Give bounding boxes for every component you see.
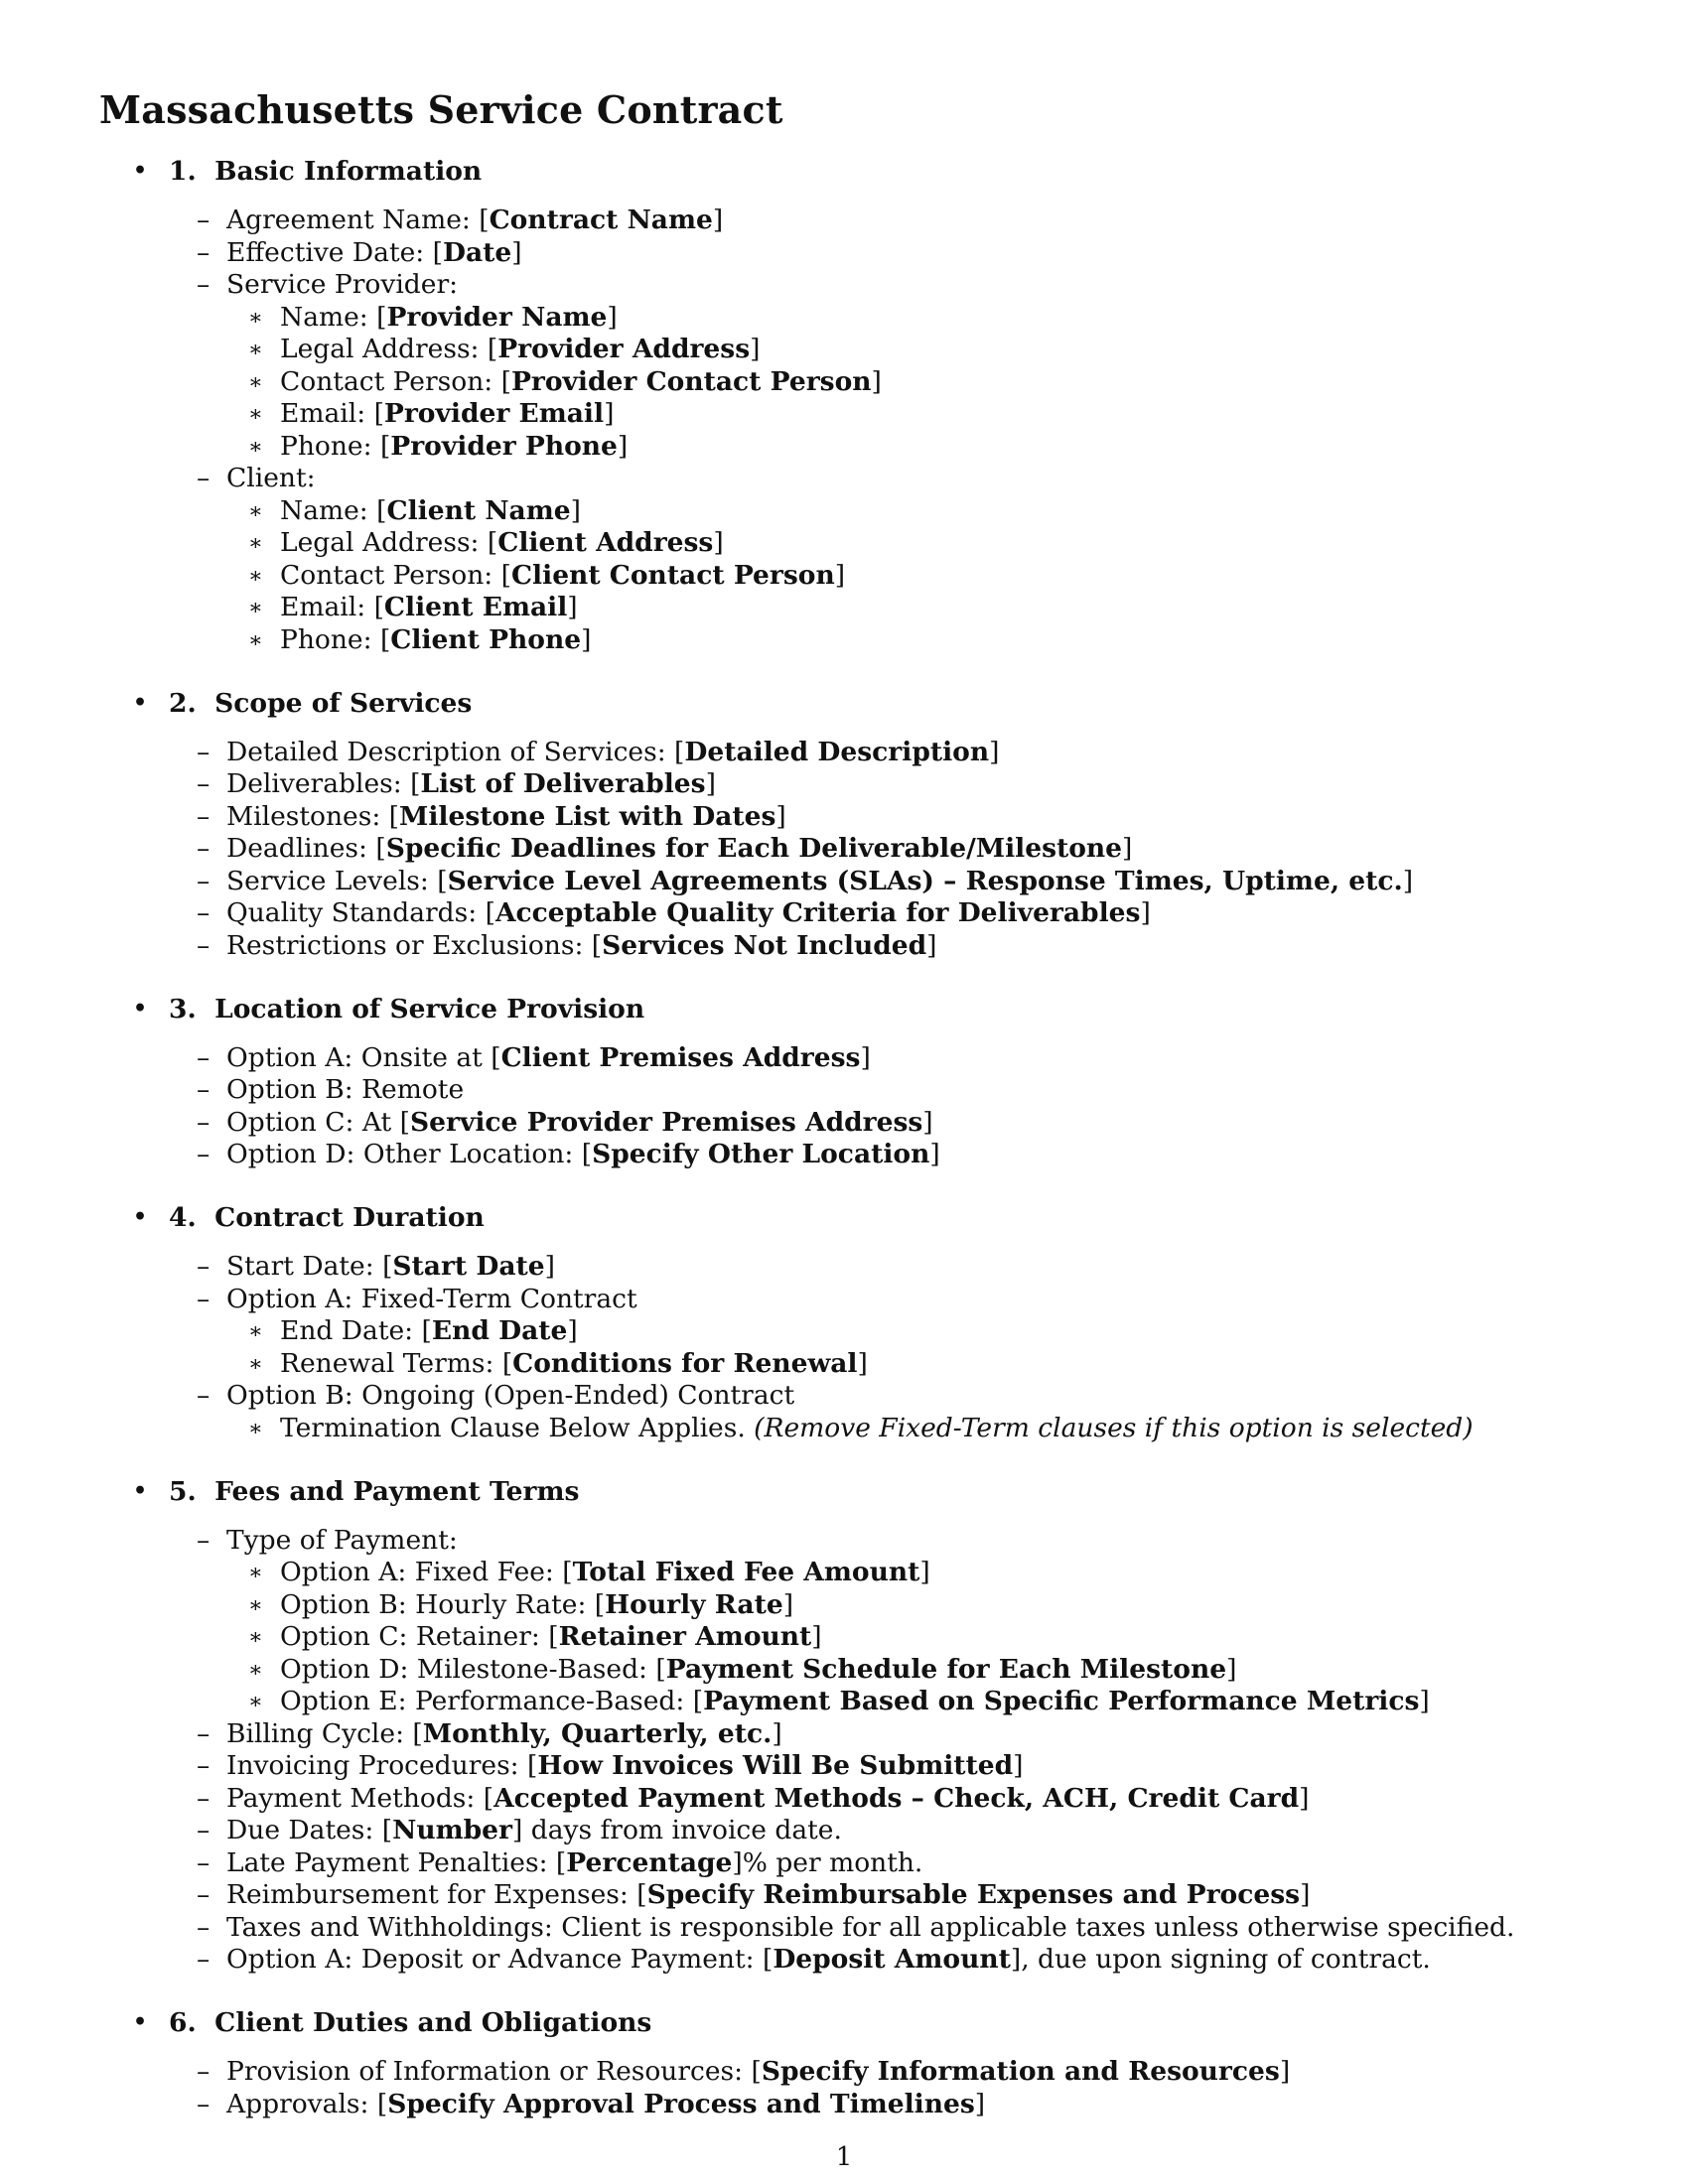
note-text: (Remove Fixed-Term clauses if this option is selected) [754,1412,1474,1443]
list-item-text [280,430,629,462]
placeholder-field: Deposit Amount [773,1944,1011,1975]
list-item-text [226,1782,1310,1814]
placeholder-field: Date [442,236,512,268]
label-text: Email: [ [280,398,384,429]
label-text: ] [989,736,1000,767]
page-number: 1 [835,2142,853,2172]
label-text: Option C: Retainer: [ [280,1621,559,1652]
placeholder-field: Milestone List with Dates [399,800,776,832]
label-text: Deliverables: [ [226,768,421,799]
label-text: ] [775,800,786,832]
label-text: Invoicing Procedures: [ [226,1750,538,1781]
placeholder-field: Client Email [383,592,568,622]
list-item-text [226,1879,1311,1910]
section-number: 6. [169,2007,197,2038]
label-text: ] [860,1041,871,1073]
bullet-icon: • [133,2009,148,2035]
list-item-text [280,559,846,591]
label-text: ] [705,768,716,799]
placeholder-field: Specify Approval Process and Timelines [387,2088,975,2119]
asterisk-icon: ∗ [248,369,263,395]
label-text: Service Provider: [226,269,459,300]
asterisk-icon: ∗ [248,531,263,556]
label-text: ] [617,430,629,462]
list-item-text [226,1815,842,1845]
label-text: ] [1419,1686,1430,1716]
list-item-text [280,365,882,397]
dash-icon: – [197,1106,211,1138]
section-number: 1. [169,156,197,187]
label-text: ] [1140,897,1151,928]
placeholder-field: Client Address [497,527,714,558]
label-text: ] [929,1139,940,1169]
label-text: ] [544,1251,555,1282]
list-item-text [226,1139,940,1169]
label-text: ] [511,236,522,268]
placeholder-field: Specify Information and Resources [761,2056,1280,2087]
label-text: Termination Clause Below Applies. [280,1412,755,1443]
placeholder-field: Services Not Included [602,929,927,961]
label-text: Option A: Onsite at [ [226,1041,501,1073]
section-number: 5. [169,1475,197,1507]
placeholder-field: Provider Email [383,398,605,429]
label-text: Option B: Ongoing (Open-Ended) Contract [226,1380,795,1411]
placeholder-field: Client Name [386,494,571,526]
list-item-text [280,527,724,558]
placeholder-field: Payment Schedule for Each Milestone [665,1653,1227,1685]
dash-icon: – [197,1074,211,1105]
label-text: Approvals: [ [226,2088,388,2119]
asterisk-icon: ∗ [248,305,263,331]
placeholder-field: Specific Deadlines for Each Deliverable/Milestone [385,833,1123,864]
label-text: Effective Date: [ [226,236,443,268]
label-text: ] [567,1315,578,1346]
label-text: Type of Payment: [226,1524,458,1556]
list-item-text [226,1380,795,1411]
dash-icon: – [197,1944,211,1975]
asterisk-icon: ∗ [248,1625,263,1650]
dash-icon: – [197,205,211,235]
label-text: Option A: Fixed-Term Contract [226,1283,637,1314]
label-text: Option B: Hourly Rate: [ [280,1588,606,1620]
label-text: ] [1013,1750,1024,1781]
asterisk-icon: ∗ [248,498,263,524]
label-text: Option A: Fixed Fee: [ [280,1557,573,1587]
section-title-text: Basic Information [214,156,483,187]
asterisk-icon: ∗ [248,1690,263,1714]
section-title [169,1475,580,1507]
list-item-text [226,897,1151,928]
list-item-text [226,1524,458,1556]
list-item-text [280,301,618,333]
list-item-text [226,1717,782,1749]
list-item-text [280,334,761,364]
label-text: ] [712,205,724,235]
bullet-icon: • [133,158,148,184]
list-item-text [226,833,1133,864]
list-item-text [226,1283,637,1314]
dash-icon: – [197,1139,211,1169]
dash-icon: – [197,1846,211,1878]
section-title [169,1202,485,1233]
label-text: Billing Cycle: [ [226,1717,423,1749]
placeholder-field: Payment Based on Specific Performance Metrics [703,1686,1420,1716]
section-title [169,993,645,1024]
dash-icon: – [197,929,211,961]
dash-icon: – [197,1911,211,1943]
list-item-text [226,1074,465,1105]
placeholder-field: Provider Contact Person [510,365,872,397]
dash-icon: – [197,800,211,832]
section-title-text: Contract Duration [214,1202,485,1233]
label-text: Client: [226,463,316,493]
label-text: ] [570,494,581,526]
label-text: Option D: Other Location: [ [226,1139,593,1169]
label-text: ] [871,365,882,397]
label-text: Contact Person: [ [280,365,511,397]
list-item-text [280,494,581,526]
list-item-text [226,1911,1515,1943]
section-title-text: Location of Service Provision [214,993,645,1024]
asterisk-icon: ∗ [248,627,263,653]
label-text: ] [857,1347,868,1379]
label-text: ] [772,1717,782,1749]
dash-icon: – [197,1380,211,1411]
label-text: ] [1122,833,1133,864]
label-text: Milestones: [ [226,800,400,832]
label-text: Name: [ [280,494,387,526]
dash-icon: – [197,865,211,896]
placeholder-field: Retainer Amount [558,1621,812,1652]
placeholder-field: Service Provider Premises Address [409,1106,923,1138]
label-text: ] [567,592,578,622]
asterisk-icon: ∗ [248,1561,263,1585]
section-title-text: Scope of Services [214,687,473,719]
asterisk-icon: ∗ [248,1351,263,1377]
dash-icon: – [197,833,211,864]
document-title: Massachusetts Service Contract [99,87,783,132]
placeholder-field: Specify Reimbursable Expenses and Process [646,1879,1301,1910]
list-item-text [226,2056,1291,2087]
placeholder-field: List of Deliverables [420,768,706,799]
list-item-text [226,269,459,300]
dash-icon: – [197,1815,211,1845]
label-text: ] [1402,865,1414,896]
label-text: Agreement Name: [ [226,205,490,235]
list-item-text [280,1412,1474,1443]
label-text: Name: [ [280,301,387,333]
dash-icon: – [197,236,211,268]
list-item-text [280,1588,794,1620]
label-text: Provision of Information or Resources: [ [226,2056,762,2087]
label-text: Detailed Description of Services: [ [226,736,685,767]
list-item-text [280,1621,822,1652]
label-text: Option E: Performance-Based: [ [280,1686,704,1716]
placeholder-field: Conditions for Renewal [512,1347,858,1379]
section-title-text: Fees and Payment Terms [214,1475,580,1507]
section-title [169,2007,652,2038]
list-item-text [226,1846,923,1878]
section-title [169,156,483,187]
dash-icon: – [197,1750,211,1781]
label-text: ] [811,1621,822,1652]
label-text: ] [1279,2056,1291,2087]
dash-icon: – [197,1041,211,1073]
placeholder-field: Accepted Payment Methods – Check, ACH, Credit Card [493,1782,1300,1814]
label-text: Reimbursement for Expenses: [ [226,1879,647,1910]
list-item-text [280,1315,578,1346]
list-item-text [280,623,592,655]
dash-icon: – [197,1251,211,1282]
asterisk-icon: ∗ [248,434,263,460]
placeholder-field: Number [392,1815,512,1845]
dash-icon: – [197,1717,211,1749]
label-text: Deadlines: [ [226,833,386,864]
dash-icon: – [197,1524,211,1556]
placeholder-field: Contract Name [489,205,713,235]
placeholder-field: Client Premises Address [500,1041,861,1073]
label-text: ] [1226,1653,1237,1685]
dash-icon: – [197,269,211,300]
label-text: ] [713,527,724,558]
dash-icon: – [197,1283,211,1314]
list-item-text [280,1347,868,1379]
label-text: Restrictions or Exclusions: [ [226,929,603,961]
list-item-text [226,1041,871,1073]
dash-icon: – [197,768,211,799]
placeholder-field: Monthly, Quarterly, etc. [422,1717,773,1749]
label-text: Phone: [ [280,623,391,655]
placeholder-field: Total Fixed Fee Amount [572,1557,920,1587]
label-text: Option B: Remote [226,1074,465,1105]
label-text: ] [834,559,846,591]
placeholder-field: Acceptable Quality Criteria for Deliverables [494,897,1141,928]
placeholder-field: Start Date [392,1251,545,1282]
asterisk-icon: ∗ [248,402,263,427]
bullet-icon: • [133,689,148,716]
label-text: Quality Standards: [ [226,897,495,928]
asterisk-icon: ∗ [248,338,263,362]
placeholder-field: Provider Name [386,301,608,333]
asterisk-icon: ∗ [248,1657,263,1683]
asterisk-icon: ∗ [248,563,263,589]
label-text: Option D: Milestone-Based: [ [280,1653,666,1685]
label-text: ] [926,929,937,961]
bullet-icon: • [133,1477,148,1504]
label-text: ] [604,398,615,429]
label-text: ] [1299,1782,1310,1814]
section-title-text: Client Duties and Obligations [214,2007,652,2038]
placeholder-field: How Invoices Will Be Submitted [537,1750,1014,1781]
placeholder-field: Client Phone [390,623,582,655]
list-item-text [226,768,716,799]
dash-icon: – [197,1782,211,1814]
list-item-text [226,1944,1431,1975]
label-text: Start Date: [ [226,1251,393,1282]
label-text: ], due upon signing of contract. [1010,1944,1431,1975]
label-text: Email: [ [280,592,384,622]
label-text: ] [750,334,761,364]
list-item-text [280,592,578,622]
placeholder-field: Provider Phone [390,430,618,462]
dash-icon: – [197,2088,211,2119]
label-text: Legal Address: [ [280,527,498,558]
placeholder-field: Specify Other Location [592,1139,930,1169]
list-item-text [226,207,723,234]
label-text: Taxes and Withholdings: Client is responsible for all applicable taxes unless otherwise specified. [226,1911,1515,1943]
list-item-text [280,1686,1430,1716]
label-text: Legal Address: [ [280,334,498,364]
label-text: Option C: At [ [226,1106,410,1138]
label-text: Late Payment Penalties: [ [226,1846,567,1878]
label-text: Service Levels: [ [226,865,448,896]
section-number: 4. [169,1202,197,1233]
list-item-text [226,1750,1024,1781]
list-item-text [226,1106,933,1138]
label-text: Due Dates: [ [226,1815,393,1845]
asterisk-icon: ∗ [248,1416,263,1441]
list-item-text [280,398,615,429]
list-item-text [226,929,937,961]
label-text: ] [974,2088,986,2119]
placeholder-field: Provider Address [497,334,751,364]
placeholder-field: Hourly Rate [605,1588,783,1620]
dash-icon: – [197,1879,211,1910]
label-text: Renewal Terms: [ [280,1347,513,1379]
placeholder-field: End Date [431,1315,568,1346]
label-text: Option A: Deposit or Advance Payment: [ [226,1944,774,1975]
placeholder-field: Percentage [566,1846,733,1878]
bullet-icon: • [133,1204,148,1230]
label-text: Contact Person: [ [280,559,511,591]
label-text: ] [607,301,618,333]
list-item-text [226,236,522,268]
dash-icon: – [197,2056,211,2087]
label-text: ] [581,623,592,655]
section-number: 2. [169,687,197,719]
section-title [169,687,473,719]
dash-icon: – [197,736,211,767]
label-text: ] [1300,1879,1311,1910]
label-text: End Date: [ [280,1315,432,1346]
section-number: 3. [169,993,197,1024]
dash-icon: – [197,897,211,928]
label-text: ] [922,1106,933,1138]
list-item-text [226,1251,555,1282]
label-text: Payment Methods: [ [226,1782,494,1814]
list-item-text [226,463,316,493]
label-text: ]% per month. [732,1846,923,1878]
label-text: ] [919,1557,930,1587]
bullet-icon: • [133,995,148,1022]
list-item-text [226,2088,986,2119]
asterisk-icon: ∗ [248,1319,263,1344]
label-text: ] [782,1588,794,1620]
asterisk-icon: ∗ [248,1592,263,1618]
dash-icon: – [197,463,211,493]
list-item-text [280,1653,1237,1685]
placeholder-field: Client Contact Person [510,559,835,591]
placeholder-field: Detailed Description [684,736,990,767]
list-item-text [226,736,1000,767]
placeholder-field: Service Level Agreements (SLAs) – Response Times, Uptime, etc. [447,865,1403,896]
list-item-text [226,865,1414,896]
asterisk-icon: ∗ [248,596,263,620]
label-text: Phone: [ [280,430,391,462]
label-text: ] days from invoice date. [511,1815,842,1845]
list-item-text [280,1557,930,1587]
list-item-text [226,800,786,832]
